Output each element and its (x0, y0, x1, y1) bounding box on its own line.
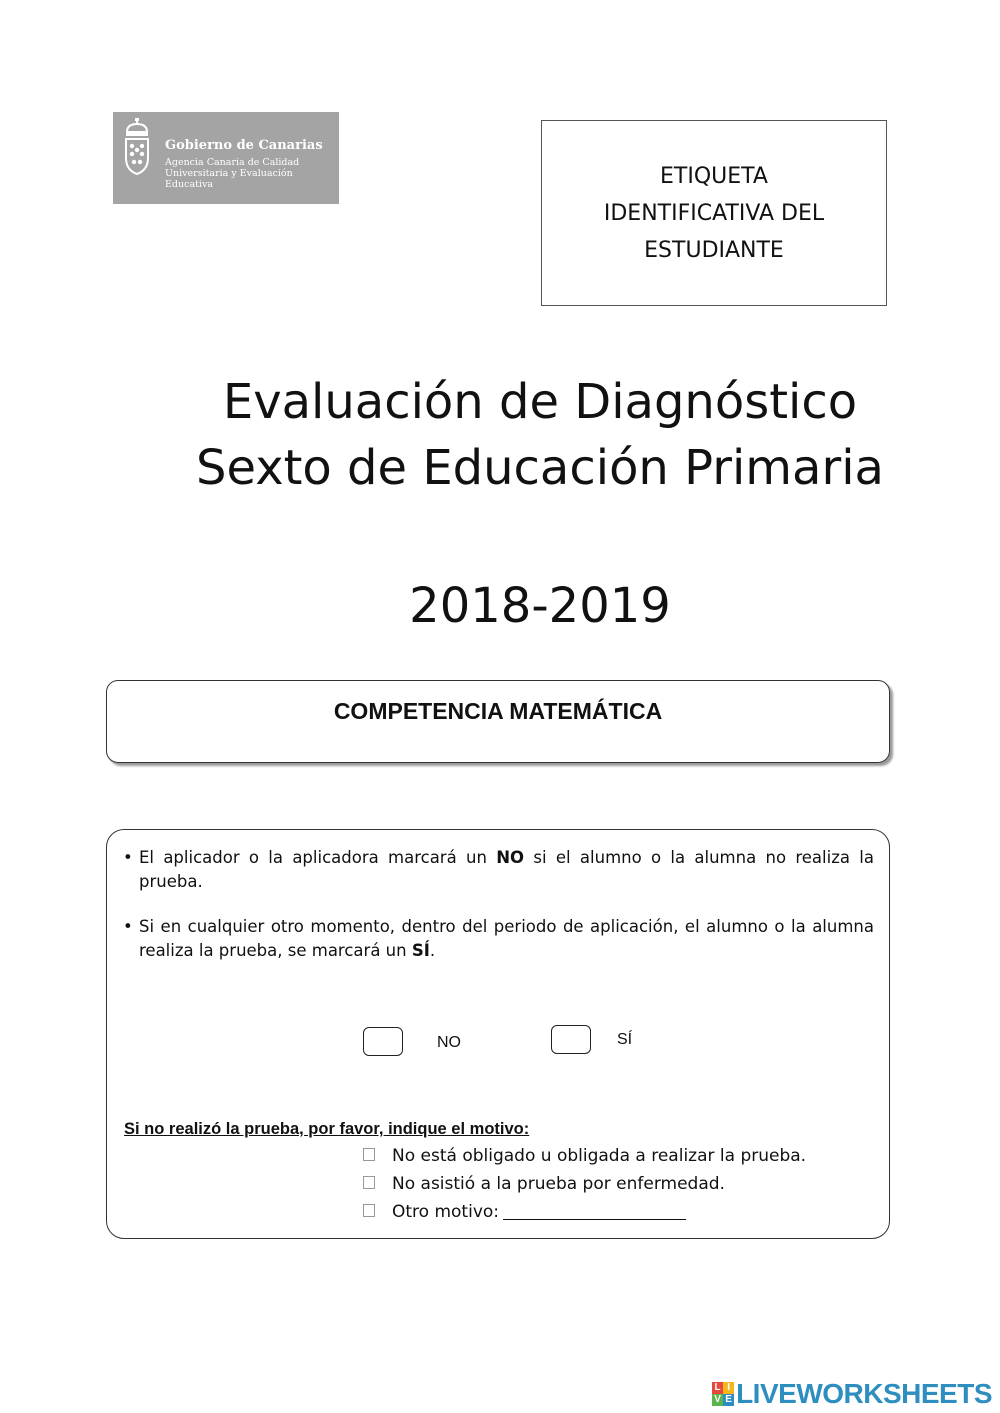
instructions-box (106, 829, 890, 1239)
competence-title: COMPETENCIA MATEMÁTICA (333, 698, 663, 724)
label-line-3: ESTUDIANTE (644, 237, 784, 263)
logo-title: Gobierno de Canarias (165, 138, 323, 153)
reason-3-checkbox[interactable] (363, 1204, 375, 1217)
coat-of-arms-icon (122, 118, 152, 182)
reason-1-label: No está obligado u obligada a realizar la prueba. (392, 1146, 807, 1166)
instruction-paragraph-2: • Si en cualquier otro momento, dentro del periodo de aplicación, el alumno o la alumna realiza la prueba, se marcará un SÍ. (123, 917, 874, 960)
logo-subtitle-3: Educativa (165, 179, 214, 190)
reason-option-2 (363, 1174, 725, 1194)
watermark-text: LIVEWORKSHEETS (736, 1378, 992, 1409)
logo-subtitle-1: Agencia Canaria de Calidad (165, 157, 300, 168)
gobierno-canarias-logo (113, 112, 339, 204)
si-label: SÍ (617, 1031, 633, 1048)
no-emphasis: NO (496, 848, 525, 867)
si-checkbox[interactable] (551, 1025, 591, 1054)
reason-title: Si no realizó la prueba, por favor, indique el motivo: (124, 1120, 530, 1138)
other-reason-blank[interactable] (503, 1202, 686, 1220)
no-label: NO (437, 1034, 461, 1051)
reason-2-label: No asistió a la prueba por enfermedad. (392, 1174, 725, 1194)
no-checkbox[interactable] (363, 1027, 403, 1056)
competence-box (106, 680, 890, 763)
student-label-box (541, 120, 887, 306)
label-line-2: IDENTIFICATIVA DEL (603, 200, 825, 226)
reason-3-label: Otro motivo: (392, 1202, 500, 1222)
bullet-icon: • (123, 848, 133, 867)
bullet-icon: • (123, 917, 133, 936)
page-subtitle: Sexto de Educación Primaria (196, 440, 884, 496)
reason-2-checkbox[interactable] (363, 1176, 375, 1189)
liveworksheets-watermark (712, 1379, 992, 1409)
reason-option-1 (363, 1146, 806, 1166)
school-year: 2018-2019 (409, 578, 671, 634)
si-emphasis: SÍ (411, 941, 430, 960)
instruction-paragraph-1: • El aplicador o la aplicadora marcará un NO si el alumno o la alumna no realiza la prueba. (123, 848, 874, 891)
reason-option-3 (363, 1202, 686, 1222)
page-title: Evaluación de Diagnóstico (222, 374, 858, 430)
label-line-1: ETIQUETA (660, 163, 768, 189)
logo-subtitle-2: Universitaria y Evaluación (165, 168, 293, 179)
reason-1-checkbox[interactable] (363, 1148, 375, 1161)
liveworksheets-logo-icon: L I V E (712, 1382, 734, 1406)
